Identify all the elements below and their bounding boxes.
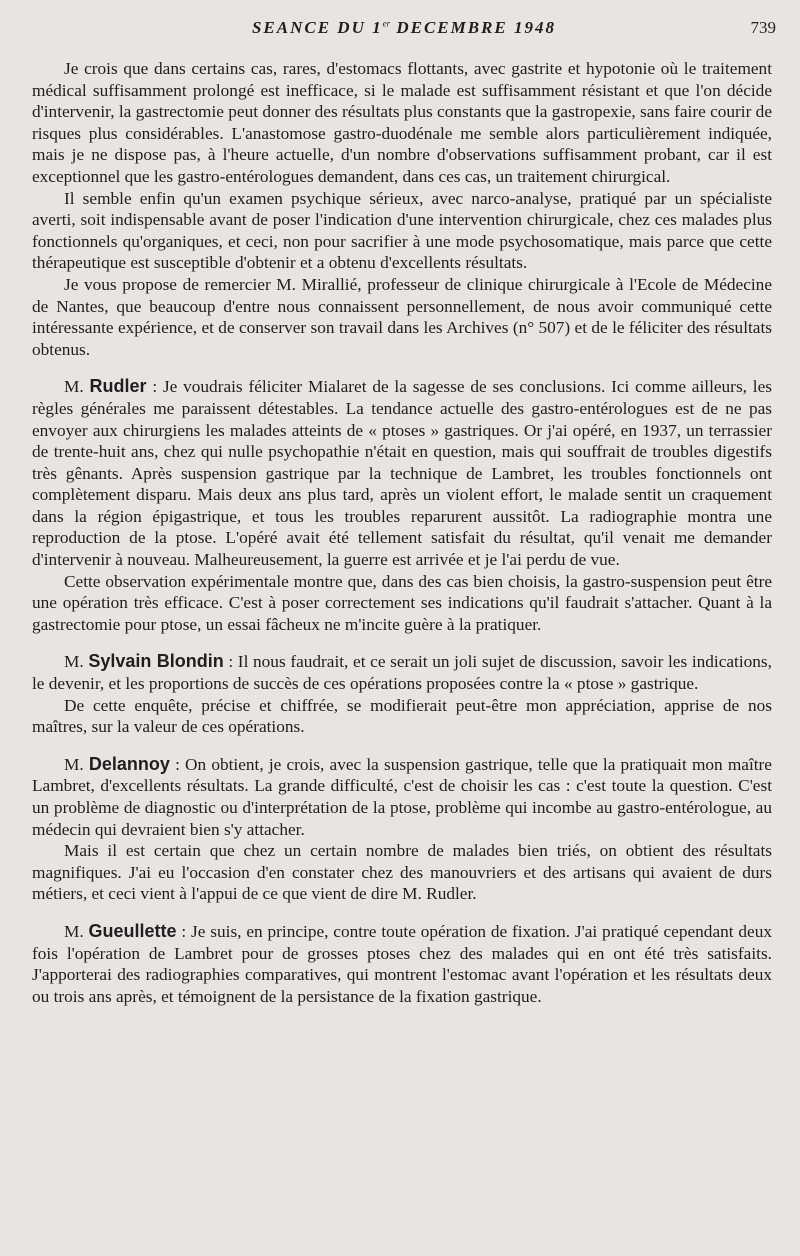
intervention-text: : Je voudrais féliciter Mialaret de la sagesse de ses conclusions. Ici comme ailleurs, les règles générales me paraissent détestables. La tendance actuelle des gastro-entérologues est de ne pas envoyer aux chirurgiens les malades atteints de « ptoses » gastriques. Or j'ai opéré, en 1937, un terrassier de trente-huit ans, chez qui nulle psychopathie n'était en question, mais qui souffrait de troubles digestifs très gênants. Après suspension gastrique par la technique de Lambret, les troubles fonctionnels ont complètement disparu. Mais deux ans plus tard, après un violent effort, le malade sentit un craquement dans la région épigastrique, et tous les troubles reparurent aussitôt. La radiographie montra une reproduction de la ptose. L'opéré avait été tellement satisfait du résultat, qu'il venait me demander d'intervenir à nouveau. Malheureusement, la guerre est arrivée et je l'ai perdu de vue. bbox=[32, 377, 772, 570]
speaker-prefix: M. bbox=[64, 921, 89, 941]
paragraph: Cette observation expérimentale montre que, dans des cas bien choisis, la gastro-suspension peut être une opération très efficace. C'est à poser correctement ses indications qu'il faudrait s'attacher. Quant à la gastrectomie pour ptose, un essai fâcheux ne m'incite guère à la pratiquer. bbox=[32, 571, 772, 634]
speaker-prefix: M. bbox=[64, 377, 90, 397]
intervention-rudler bbox=[32, 376, 772, 570]
title-prefix: SEANCE DU 1 bbox=[251, 18, 383, 37]
intervention-delannoy bbox=[32, 754, 772, 840]
title-suffix: DECEMBRE 1948 bbox=[390, 18, 557, 37]
body-text bbox=[32, 58, 772, 1007]
paragraph: Il semble enfin qu'un examen psychique sérieux, avec narco-analyse, pratiqué par un spécialiste averti, soit indispensable avant de poser l'indication d'une intervention chirurgicale, chez ces malades plus fonctionnels qu'organiques, et ceci, non pour sacrifier à une mode psychosomatique, mais parce que cette thérapeutique est susceptible d'obtenir et a obtenu d'excellents résultats. bbox=[32, 188, 772, 273]
intervention-text: : On obtient, je crois, avec la suspension gastrique, telle que la pratiquait mon maître Lambret, d'excellents résultats. La grande difficulté, c'est de choisir les cas : c'est toute la question. C'est un problème de diagnostic ou d'interprétation de la ptose, problème qui incombe au gastro-entérologue, au médecin qui devraient bien s'y attacher. bbox=[32, 754, 772, 839]
intervention-blondin bbox=[32, 651, 772, 694]
speaker-name: Rudler bbox=[89, 376, 147, 397]
paragraph: Je crois que dans certains cas, rares, d'estomacs flottants, avec gastrite et hypotonie où le traitement médical suffisamment prolongé est inefficace, si le malade est suffisamment résistant et que l'on décide d'intervenir, la gastrectomie peut donner des résultats plus constants que la gastropexie, sans faire courir de risques plus considérables. L'anastomose gastro-duodénale me semble alors particulièrement indiquée, mais je ne dispose pas, à l'heure actuelle, d'un nombre d'observations suffisamment probant, car il est exceptionnel que les gastro-entérologues demandent, dans ces cas, un traitement chirurgical. bbox=[32, 59, 772, 186]
page-header bbox=[32, 18, 776, 44]
paragraph: Je vous propose de remercier M. Mirallié, professeur de clinique chirurgicale à l'Ecole de Médecine de Nantes, que beaucoup d'entre nous connaissent personnellement, de nous avoir communiqué cette intéressante expérience, et de conserver son travail dans les Archives (n° 507) et de le féliciter des résultats obtenus. bbox=[32, 274, 772, 359]
intervention-text: : Il nous faudrait, et ce serait un joli sujet de discussion, savoir les indications, le devenir, et les proportions de succès de ces opérations proposées contre la « ptose » gastrique. bbox=[32, 652, 772, 694]
speaker-name: Gueullette bbox=[88, 920, 177, 941]
speaker-prefix: M. bbox=[64, 652, 89, 672]
title-superscript: er bbox=[382, 18, 391, 29]
speaker-prefix: M. bbox=[64, 754, 89, 774]
paragraph: Mais il est certain que chez un certain nombre de malades bien triés, on obtient des résultats magnifiques. J'ai eu l'occasion d'en constater chez des manouvriers et des artisans qui avaient de durs métiers, et ceci vient à l'appui de ce que vient de dire M. Rudler. bbox=[32, 841, 772, 904]
running-title bbox=[32, 18, 776, 38]
intervention-text: : Je suis, en principe, contre toute opération de fixation. J'ai pratiqué cependant deux fois l'opération de Lambret pour de grosses ptoses chez des malades qui en ont été très satisfaits. J'apporterai des radiographies comparatives, qui montrent l'estomac avant l'opération et les résultats deux ou trois ans après, et témoignent de la persistance de la fixation gastrique. bbox=[32, 921, 772, 1006]
speaker-name: Sylvain Blondin bbox=[88, 651, 224, 672]
paragraph: De cette enquête, précise et chiffrée, se modifierait peut-être mon appréciation, apprise de nos maîtres, sur la valeur de ces opérations. bbox=[32, 695, 772, 737]
page-number: 739 bbox=[750, 18, 776, 37]
speaker-name: Delannoy bbox=[88, 753, 170, 774]
intervention-gueullette bbox=[32, 921, 772, 1007]
